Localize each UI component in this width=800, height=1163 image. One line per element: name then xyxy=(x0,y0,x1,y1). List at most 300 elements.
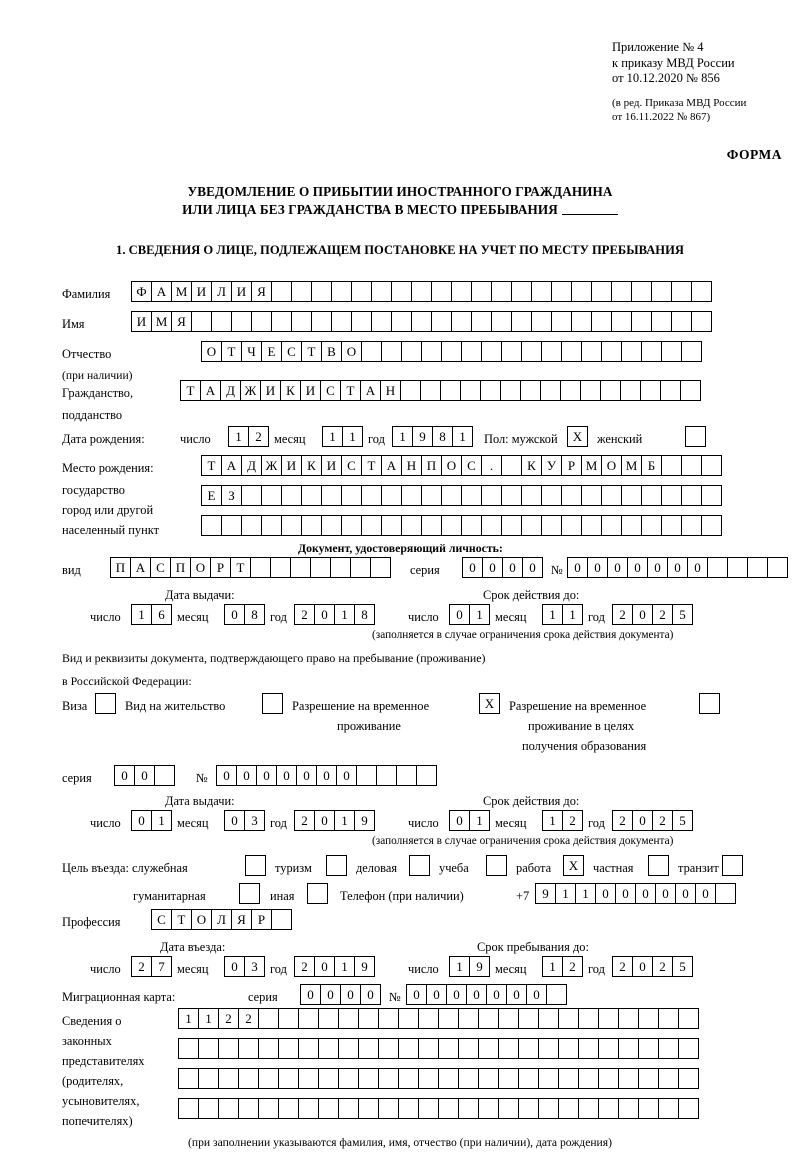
doc-number-cell[interactable] xyxy=(707,557,728,578)
doc-number-cell[interactable]: 0 xyxy=(587,557,608,578)
birth-place-city-cell[interactable] xyxy=(421,515,442,536)
name-cell[interactable] xyxy=(291,311,312,332)
citizenship-cell[interactable]: А xyxy=(360,380,381,401)
surname-cell[interactable] xyxy=(311,281,332,302)
legal-rep-cell[interactable] xyxy=(498,1068,519,1089)
citizenship-cell[interactable]: И xyxy=(260,380,281,401)
doc-kind-cell[interactable]: П xyxy=(170,557,191,578)
doc-number-cell[interactable]: 0 xyxy=(667,557,688,578)
legal-rep-cell[interactable] xyxy=(518,1038,539,1059)
name-cell[interactable] xyxy=(471,311,492,332)
issue-year-cell[interactable]: 0 xyxy=(314,604,335,625)
sex-male-box[interactable]: X xyxy=(567,426,588,447)
permit-valid-month-cell[interactable]: 1 xyxy=(542,810,563,831)
legal-rep-cell[interactable] xyxy=(358,1098,379,1119)
legal-rep-cell[interactable] xyxy=(298,1068,319,1089)
doc-kind-cells[interactable] xyxy=(110,557,390,578)
stay-day-cell[interactable]: 1 xyxy=(449,956,470,977)
birth-place-city-cell[interactable] xyxy=(701,455,722,476)
patronymic-cell[interactable] xyxy=(381,341,402,362)
birth-place-city-cell[interactable]: С xyxy=(461,455,482,476)
citizenship-cell[interactable] xyxy=(600,380,621,401)
birth-place-city-cell[interactable] xyxy=(681,515,702,536)
birth-place-city-cell[interactable]: . xyxy=(481,455,502,476)
legal-rep-cell[interactable] xyxy=(358,1068,379,1089)
birth-place-city-cell[interactable]: М xyxy=(581,455,602,476)
mc-number-cell[interactable]: 0 xyxy=(486,984,507,1005)
patronymic-cell[interactable] xyxy=(361,341,382,362)
legal-rep-cell[interactable] xyxy=(518,1008,539,1029)
birth-place-city-cell[interactable] xyxy=(381,485,402,506)
name-cell[interactable] xyxy=(571,311,592,332)
legal-rep-cell[interactable] xyxy=(438,1038,459,1059)
permit-number-cells[interactable] xyxy=(216,765,436,786)
name-cell[interactable] xyxy=(531,311,552,332)
legal-rep-cell[interactable] xyxy=(238,1098,259,1119)
legal-rep-cell[interactable] xyxy=(618,1068,639,1089)
legal-rep-cell[interactable] xyxy=(278,1098,299,1119)
citizenship-cell[interactable] xyxy=(460,380,481,401)
birth-day-cells[interactable] xyxy=(228,426,268,447)
profession-cells[interactable] xyxy=(151,909,291,930)
legal-rep-cell[interactable] xyxy=(478,1038,499,1059)
entry-year-cells[interactable] xyxy=(294,956,374,977)
patronymic-cell[interactable] xyxy=(401,341,422,362)
permit-issue-month-cell[interactable]: 3 xyxy=(244,810,265,831)
purpose-service-box[interactable] xyxy=(245,855,266,876)
citizenship-cell[interactable] xyxy=(560,380,581,401)
legal-rep-cell[interactable] xyxy=(218,1038,239,1059)
entry-year-cell[interactable]: 2 xyxy=(294,956,315,977)
purpose-other-checkbox[interactable] xyxy=(307,883,328,904)
birth-place-city-cell[interactable]: М xyxy=(621,455,642,476)
permit-number-cell[interactable]: 0 xyxy=(276,765,297,786)
legal-rep-cell[interactable] xyxy=(258,1098,279,1119)
birth-place-city-cell[interactable]: Б xyxy=(641,455,662,476)
name-cell[interactable] xyxy=(271,311,292,332)
name-cell[interactable] xyxy=(511,311,532,332)
permit-number-cell[interactable]: 0 xyxy=(216,765,237,786)
permit-number-cell[interactable]: 0 xyxy=(336,765,357,786)
legal-rep-cell[interactable] xyxy=(178,1098,199,1119)
legal-rep-cell[interactable] xyxy=(478,1098,499,1119)
legal-rep-cell[interactable] xyxy=(298,1038,319,1059)
legal-rep-cell[interactable] xyxy=(598,1008,619,1029)
birth-place-city-cell[interactable] xyxy=(701,515,722,536)
patronymic-cell[interactable] xyxy=(421,341,442,362)
legal-rep-cell[interactable] xyxy=(498,1098,519,1119)
legal-rep-cell[interactable] xyxy=(398,1038,419,1059)
permit-valid-day-cells[interactable] xyxy=(449,810,489,831)
legal-rep-cell[interactable] xyxy=(418,1098,439,1119)
patronymic-cell[interactable]: О xyxy=(341,341,362,362)
birth-place-city-cell[interactable] xyxy=(361,515,382,536)
doc-kind-cell[interactable]: С xyxy=(150,557,171,578)
permit-issue-year-cell[interactable]: 0 xyxy=(314,810,335,831)
legal-rep-cell[interactable] xyxy=(278,1008,299,1029)
citizenship-cell[interactable] xyxy=(480,380,501,401)
entry-month-cell[interactable]: 0 xyxy=(224,956,245,977)
issue-day-cells[interactable] xyxy=(131,604,171,625)
name-cell[interactable] xyxy=(371,311,392,332)
legal-rep-cell[interactable] xyxy=(618,1008,639,1029)
legal-rep-cell[interactable] xyxy=(538,1038,559,1059)
issue-month-cell[interactable]: 8 xyxy=(244,604,265,625)
surname-cell[interactable]: М xyxy=(171,281,192,302)
birth-place-city-cell[interactable] xyxy=(401,485,422,506)
issue-year-cell[interactable]: 2 xyxy=(294,604,315,625)
mc-number-cell[interactable]: 0 xyxy=(446,984,467,1005)
birth-place-state-cell[interactable]: Н xyxy=(401,455,422,476)
name-cell[interactable] xyxy=(671,311,692,332)
stay-year-cells[interactable] xyxy=(612,956,692,977)
birth-place-city-cell[interactable]: Е xyxy=(201,485,222,506)
permit-issue-month-cells[interactable] xyxy=(224,810,264,831)
birth-place-row-1-cells[interactable] xyxy=(201,455,721,476)
purpose-private-checkbox[interactable] xyxy=(648,855,669,876)
permit-valid-year-cell[interactable]: 5 xyxy=(672,810,693,831)
legal-rep-cell[interactable] xyxy=(258,1008,279,1029)
birth-day-cell[interactable]: 1 xyxy=(228,426,249,447)
legal-rep-cell[interactable] xyxy=(398,1068,419,1089)
valid-year-cell[interactable]: 2 xyxy=(652,604,673,625)
phone-cell[interactable]: 1 xyxy=(555,883,576,904)
permit-valid-year-cell[interactable]: 2 xyxy=(612,810,633,831)
legal-rep-cell[interactable] xyxy=(278,1068,299,1089)
legal-rep-cell[interactable] xyxy=(638,1098,659,1119)
birth-place-city-cell[interactable] xyxy=(401,515,422,536)
issue-day-cell[interactable]: 1 xyxy=(131,604,152,625)
birth-place-city-cell[interactable] xyxy=(701,485,722,506)
legal-rep-cell[interactable] xyxy=(218,1098,239,1119)
doc-kind-cell[interactable]: А xyxy=(130,557,151,578)
purpose-transit-checkbox[interactable] xyxy=(722,855,743,876)
legal-rep-cell[interactable] xyxy=(538,1098,559,1119)
sex-male-checkbox[interactable] xyxy=(567,426,588,447)
phone-cell[interactable]: 0 xyxy=(675,883,696,904)
name-cell[interactable] xyxy=(431,311,452,332)
legal-rep-cell[interactable] xyxy=(558,1038,579,1059)
birth-place-state-cell[interactable]: Д xyxy=(241,455,262,476)
birth-place-city-cell[interactable] xyxy=(541,515,562,536)
legal-rep-cell[interactable] xyxy=(518,1068,539,1089)
citizenship-cell[interactable] xyxy=(500,380,521,401)
birth-place-city-cell[interactable] xyxy=(661,515,682,536)
legal-rep-cell[interactable] xyxy=(418,1008,439,1029)
birth-place-state-cell[interactable]: С xyxy=(341,455,362,476)
surname-cell[interactable] xyxy=(471,281,492,302)
entry-day-cell[interactable]: 7 xyxy=(151,956,172,977)
birth-place-city-cell[interactable]: О xyxy=(441,455,462,476)
doc-number-cell[interactable] xyxy=(767,557,788,578)
permit-series-cell[interactable]: 0 xyxy=(114,765,135,786)
birth-year-cell[interactable]: 8 xyxy=(432,426,453,447)
entry-year-cell[interactable]: 1 xyxy=(334,956,355,977)
birth-place-city-cell[interactable] xyxy=(221,515,242,536)
phone-cell[interactable] xyxy=(715,883,736,904)
migration-card-series-cells[interactable] xyxy=(300,984,380,1005)
birth-place-city-cell[interactable] xyxy=(601,515,622,536)
birth-place-city-cell[interactable] xyxy=(541,485,562,506)
birth-place-city-cell[interactable] xyxy=(441,485,462,506)
birth-place-city-cell[interactable] xyxy=(641,485,662,506)
citizenship-cell[interactable] xyxy=(520,380,541,401)
doc-kind-cell[interactable] xyxy=(310,557,331,578)
legal-rep-cell[interactable] xyxy=(398,1098,419,1119)
purpose-business-box[interactable] xyxy=(409,855,430,876)
birth-place-state-cell[interactable]: И xyxy=(281,455,302,476)
surname-cell[interactable] xyxy=(631,281,652,302)
birth-place-state-cell[interactable]: И xyxy=(321,455,342,476)
doc-kind-cell[interactable]: П xyxy=(110,557,131,578)
citizenship-cell[interactable] xyxy=(620,380,641,401)
birth-place-city-cell[interactable] xyxy=(461,485,482,506)
birth-month-cell[interactable]: 1 xyxy=(342,426,363,447)
birth-place-city-cell[interactable] xyxy=(241,515,262,536)
issue-year-cell[interactable]: 1 xyxy=(334,604,355,625)
valid-day-cells[interactable] xyxy=(449,604,489,625)
valid-month-cells[interactable] xyxy=(542,604,582,625)
name-cell[interactable] xyxy=(311,311,332,332)
doc-series-cell[interactable]: 0 xyxy=(462,557,483,578)
mc-series-cell[interactable]: 0 xyxy=(320,984,341,1005)
name-cell[interactable] xyxy=(391,311,412,332)
mc-series-cell[interactable]: 0 xyxy=(360,984,381,1005)
legal-rep-cell[interactable] xyxy=(538,1068,559,1089)
citizenship-cell[interactable] xyxy=(420,380,441,401)
legal-rep-cell[interactable] xyxy=(218,1068,239,1089)
stay-year-cell[interactable]: 2 xyxy=(612,956,633,977)
surname-cell[interactable] xyxy=(511,281,532,302)
edu-permit-checkbox[interactable] xyxy=(699,693,720,714)
legal-rep-cell[interactable] xyxy=(378,1068,399,1089)
legal-rep-cell[interactable] xyxy=(418,1038,439,1059)
legal-rep-cell[interactable] xyxy=(598,1038,619,1059)
legal-rep-cell[interactable] xyxy=(358,1038,379,1059)
permit-issue-day-cell[interactable]: 0 xyxy=(131,810,152,831)
birth-place-row-2-cells[interactable] xyxy=(201,485,721,506)
patronymic-cells[interactable] xyxy=(201,341,701,362)
edu-permit-box[interactable] xyxy=(699,693,720,714)
stay-month-cell[interactable]: 1 xyxy=(542,956,563,977)
issue-year-cells[interactable] xyxy=(294,604,374,625)
legal-rep-cell[interactable] xyxy=(338,1098,359,1119)
legal-rep-cell[interactable] xyxy=(498,1038,519,1059)
birth-place-city-cell[interactable] xyxy=(661,455,682,476)
birth-place-city-cell[interactable] xyxy=(241,485,262,506)
legal-rep-cell[interactable] xyxy=(198,1038,219,1059)
legal-rep-cell[interactable] xyxy=(178,1038,199,1059)
doc-series-cell[interactable]: 0 xyxy=(522,557,543,578)
stay-month-cell[interactable]: 2 xyxy=(562,956,583,977)
patronymic-cell[interactable]: Т xyxy=(221,341,242,362)
legal-rep-cell[interactable] xyxy=(238,1038,259,1059)
name-cell[interactable] xyxy=(591,311,612,332)
citizenship-cell[interactable]: А xyxy=(200,380,221,401)
mc-number-cell[interactable]: 0 xyxy=(506,984,527,1005)
permit-issue-year-cells[interactable] xyxy=(294,810,374,831)
legal-rep-cell[interactable] xyxy=(258,1038,279,1059)
legal-rep-cell[interactable] xyxy=(318,1098,339,1119)
permit-valid-year-cell[interactable]: 0 xyxy=(632,810,653,831)
name-cell[interactable] xyxy=(231,311,252,332)
legal-rep-cell[interactable] xyxy=(338,1008,359,1029)
phone-cell[interactable]: 0 xyxy=(615,883,636,904)
surname-cell[interactable] xyxy=(651,281,672,302)
legal-rep-cell[interactable] xyxy=(378,1008,399,1029)
stay-year-cell[interactable]: 2 xyxy=(652,956,673,977)
valid-month-cell[interactable]: 1 xyxy=(542,604,563,625)
name-cell[interactable] xyxy=(211,311,232,332)
citizenship-cell[interactable] xyxy=(680,380,701,401)
surname-cell[interactable] xyxy=(531,281,552,302)
permit-series-cell[interactable]: 0 xyxy=(134,765,155,786)
birth-place-city-cell[interactable] xyxy=(281,515,302,536)
doc-kind-cell[interactable]: О xyxy=(190,557,211,578)
birth-year-cell[interactable]: 9 xyxy=(412,426,433,447)
profession-cell[interactable]: Р xyxy=(251,909,272,930)
birth-month-cell[interactable]: 1 xyxy=(322,426,343,447)
permit-number-cell[interactable]: 0 xyxy=(236,765,257,786)
doc-number-cell[interactable]: 0 xyxy=(567,557,588,578)
permit-number-cell[interactable] xyxy=(416,765,437,786)
surname-cell[interactable] xyxy=(271,281,292,302)
purpose-humanitarian-box[interactable] xyxy=(239,883,260,904)
purpose-private-box[interactable] xyxy=(648,855,669,876)
phone-cells[interactable] xyxy=(535,883,735,904)
surname-cell[interactable] xyxy=(691,281,712,302)
legal-rep-cell[interactable] xyxy=(458,1098,479,1119)
legal-rep-cell[interactable] xyxy=(598,1098,619,1119)
purpose-study-box[interactable] xyxy=(486,855,507,876)
birth-year-cell[interactable]: 1 xyxy=(452,426,473,447)
purpose-work-checkbox[interactable] xyxy=(563,855,584,876)
legal-rep-cell[interactable]: 2 xyxy=(238,1008,259,1029)
permit-issue-year-cell[interactable]: 2 xyxy=(294,810,315,831)
legal-rep-cell[interactable] xyxy=(598,1068,619,1089)
sex-female-checkbox[interactable] xyxy=(685,426,706,447)
legal-rep-cell[interactable] xyxy=(638,1008,659,1029)
birth-place-city-cell[interactable] xyxy=(341,485,362,506)
permit-number-cell[interactable] xyxy=(356,765,377,786)
birth-month-cells[interactable] xyxy=(322,426,362,447)
name-cell[interactable]: И xyxy=(131,311,152,332)
visa-checkbox[interactable] xyxy=(95,693,116,714)
profession-cell[interactable]: Я xyxy=(231,909,252,930)
birth-place-city-cell[interactable] xyxy=(641,515,662,536)
purpose-humanitarian-checkbox[interactable] xyxy=(239,883,260,904)
birth-place-city-cell[interactable]: Р xyxy=(561,455,582,476)
legal-rep-cell[interactable] xyxy=(678,1008,699,1029)
doc-kind-cell[interactable] xyxy=(290,557,311,578)
patronymic-cell[interactable] xyxy=(561,341,582,362)
name-cell[interactable] xyxy=(251,311,272,332)
surname-cell[interactable] xyxy=(611,281,632,302)
permit-issue-year-cell[interactable]: 1 xyxy=(334,810,355,831)
legal-rep-cell[interactable] xyxy=(578,1008,599,1029)
birth-place-city-cell[interactable] xyxy=(361,485,382,506)
birth-place-city-cell[interactable] xyxy=(501,455,522,476)
citizenship-cells[interactable] xyxy=(180,380,700,401)
birth-place-city-cell[interactable] xyxy=(321,485,342,506)
birth-place-city-cell[interactable] xyxy=(481,515,502,536)
patronymic-cell[interactable] xyxy=(581,341,602,362)
birth-place-state-cell[interactable]: А xyxy=(221,455,242,476)
purpose-service-checkbox[interactable] xyxy=(245,855,266,876)
legal-rep-cell[interactable] xyxy=(438,1098,459,1119)
legal-rep-cell[interactable] xyxy=(478,1068,499,1089)
surname-cells[interactable] xyxy=(131,281,711,302)
stay-day-cell[interactable]: 9 xyxy=(469,956,490,977)
legal-rep-cell[interactable] xyxy=(378,1098,399,1119)
stay-day-cells[interactable] xyxy=(449,956,489,977)
birth-place-city-cell[interactable] xyxy=(621,515,642,536)
valid-year-cells[interactable] xyxy=(612,604,692,625)
name-cells[interactable] xyxy=(131,311,711,332)
permit-valid-day-cell[interactable]: 1 xyxy=(469,810,490,831)
legal-rep-cell[interactable] xyxy=(298,1008,319,1029)
surname-cell[interactable] xyxy=(391,281,412,302)
phone-cell[interactable]: 9 xyxy=(535,883,556,904)
permit-valid-month-cell[interactable]: 2 xyxy=(562,810,583,831)
doc-number-cell[interactable]: 0 xyxy=(607,557,628,578)
citizenship-cell[interactable] xyxy=(400,380,421,401)
surname-cell[interactable]: И xyxy=(191,281,212,302)
doc-kind-cell[interactable] xyxy=(350,557,371,578)
legal-rep-row-4-cells[interactable] xyxy=(178,1098,698,1119)
patronymic-cell[interactable] xyxy=(501,341,522,362)
birth-place-city-cell[interactable]: У xyxy=(541,455,562,476)
legal-rep-cell[interactable]: 1 xyxy=(198,1008,219,1029)
entry-year-cell[interactable]: 9 xyxy=(354,956,375,977)
purpose-business-checkbox[interactable] xyxy=(409,855,430,876)
legal-rep-cell[interactable] xyxy=(678,1098,699,1119)
doc-number-cell[interactable]: 0 xyxy=(647,557,668,578)
permit-valid-month-cells[interactable] xyxy=(542,810,582,831)
legal-rep-cell[interactable] xyxy=(418,1068,439,1089)
legal-rep-cell[interactable] xyxy=(318,1008,339,1029)
patronymic-cell[interactable]: В xyxy=(321,341,342,362)
birth-place-city-cell[interactable] xyxy=(281,485,302,506)
phone-cell[interactable]: 1 xyxy=(575,883,596,904)
purpose-other-box[interactable] xyxy=(307,883,328,904)
legal-rep-cell[interactable] xyxy=(238,1068,259,1089)
permit-series-cell[interactable] xyxy=(154,765,175,786)
legal-rep-cell[interactable] xyxy=(578,1068,599,1089)
birth-place-city-cell[interactable] xyxy=(661,485,682,506)
birth-place-city-cell[interactable] xyxy=(681,455,702,476)
surname-cell[interactable] xyxy=(431,281,452,302)
legal-rep-cell[interactable] xyxy=(678,1038,699,1059)
birth-place-city-cell[interactable] xyxy=(521,515,542,536)
surname-cell[interactable] xyxy=(411,281,432,302)
birth-year-cell[interactable]: 1 xyxy=(392,426,413,447)
birth-place-city-cell[interactable] xyxy=(501,485,522,506)
birth-day-cell[interactable]: 2 xyxy=(248,426,269,447)
issue-month-cells[interactable] xyxy=(224,604,264,625)
surname-cell[interactable] xyxy=(491,281,512,302)
issue-day-cell[interactable]: 6 xyxy=(151,604,172,625)
birth-place-city-cell[interactable] xyxy=(521,485,542,506)
name-cell[interactable] xyxy=(611,311,632,332)
citizenship-cell[interactable]: К xyxy=(280,380,301,401)
legal-rep-cell[interactable] xyxy=(458,1038,479,1059)
mc-number-cell[interactable] xyxy=(546,984,567,1005)
birth-place-city-cell[interactable] xyxy=(581,515,602,536)
birth-place-city-cell[interactable] xyxy=(301,515,322,536)
patronymic-cell[interactable] xyxy=(641,341,662,362)
stay-month-cells[interactable] xyxy=(542,956,582,977)
